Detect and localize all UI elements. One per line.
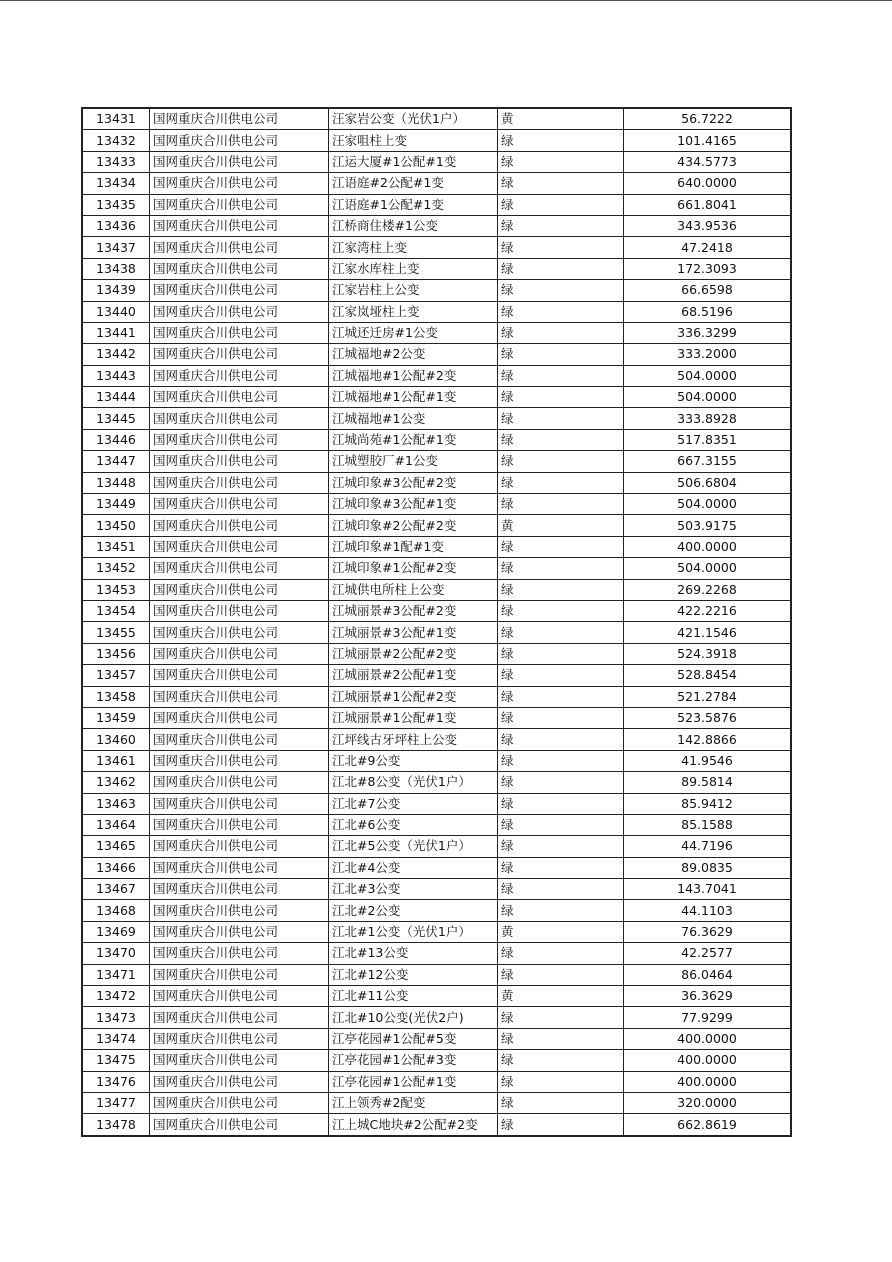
row-id-cell: 13439: [82, 280, 150, 301]
table-row: [82, 215, 791, 236]
value-cell: 44.7196: [624, 836, 792, 857]
row-id-cell: 13435: [82, 194, 150, 215]
value-cell: 42.2577: [624, 943, 792, 964]
table-row: [82, 643, 791, 664]
row-id-cell: 13436: [82, 215, 150, 236]
table-body: [82, 108, 791, 1136]
transformer-name-cell: 江北#13公变: [329, 943, 498, 964]
value-cell: 400.0000: [624, 1028, 792, 1049]
transformer-name-cell: 江城印象#2公配#2变: [329, 515, 498, 536]
transformer-name-cell: 江城尚苑#1公配#1变: [329, 429, 498, 450]
row-id-cell: 13454: [82, 600, 150, 621]
table-row: [82, 900, 791, 921]
transformer-name-cell: 江城印象#3公配#1变: [329, 494, 498, 515]
status-color-cell: 黄: [498, 921, 624, 942]
status-color-cell: 绿: [498, 558, 624, 579]
row-id-cell: 13457: [82, 665, 150, 686]
company-cell: 国网重庆合川供电公司: [150, 579, 329, 600]
table-row: [82, 600, 791, 621]
company-cell: 国网重庆合川供电公司: [150, 130, 329, 151]
table-row: [82, 750, 791, 771]
transformer-name-cell: 江城印象#3公配#2变: [329, 472, 498, 493]
row-id-cell: 13448: [82, 472, 150, 493]
table-row: [82, 1114, 791, 1136]
table-row: [82, 408, 791, 429]
table-row: [82, 301, 791, 322]
company-cell: 国网重庆合川供电公司: [150, 301, 329, 322]
table-row: [82, 943, 791, 964]
transformer-data-table: [81, 107, 792, 1137]
row-id-cell: 13451: [82, 536, 150, 557]
transformer-name-cell: 江语庭#1公配#1变: [329, 194, 498, 215]
row-id-cell: 13443: [82, 365, 150, 386]
transformer-name-cell: 江语庭#2公配#1变: [329, 173, 498, 194]
value-cell: 662.8619: [624, 1114, 792, 1136]
company-cell: 国网重庆合川供电公司: [150, 108, 329, 130]
company-cell: 国网重庆合川供电公司: [150, 151, 329, 172]
row-id-cell: 13460: [82, 729, 150, 750]
transformer-name-cell: 江城丽景#2公配#2变: [329, 643, 498, 664]
value-cell: 320.0000: [624, 1092, 792, 1113]
value-cell: 504.0000: [624, 365, 792, 386]
table-row: [82, 772, 791, 793]
row-id-cell: 13458: [82, 686, 150, 707]
company-cell: 国网重庆合川供电公司: [150, 387, 329, 408]
status-color-cell: 绿: [498, 130, 624, 151]
status-color-cell: 绿: [498, 943, 624, 964]
company-cell: 国网重庆合川供电公司: [150, 793, 329, 814]
status-color-cell: 绿: [498, 686, 624, 707]
table-row: [82, 1092, 791, 1113]
status-color-cell: 绿: [498, 772, 624, 793]
transformer-name-cell: 江北#6公变: [329, 814, 498, 835]
row-id-cell: 13434: [82, 173, 150, 194]
status-color-cell: 绿: [498, 280, 624, 301]
row-id-cell: 13450: [82, 515, 150, 536]
row-id-cell: 13463: [82, 793, 150, 814]
company-cell: 国网重庆合川供电公司: [150, 707, 329, 728]
row-id-cell: 13453: [82, 579, 150, 600]
status-color-cell: 绿: [498, 322, 624, 343]
value-cell: 68.5196: [624, 301, 792, 322]
status-color-cell: 绿: [498, 194, 624, 215]
status-color-cell: 绿: [498, 857, 624, 878]
status-color-cell: 绿: [498, 344, 624, 365]
status-color-cell: 绿: [498, 173, 624, 194]
company-cell: 国网重庆合川供电公司: [150, 921, 329, 942]
status-color-cell: 绿: [498, 1071, 624, 1092]
value-cell: 85.9412: [624, 793, 792, 814]
transformer-name-cell: 江家岚垭柱上变: [329, 301, 498, 322]
value-cell: 142.8866: [624, 729, 792, 750]
value-cell: 504.0000: [624, 558, 792, 579]
value-cell: 47.2418: [624, 237, 792, 258]
company-cell: 国网重庆合川供电公司: [150, 558, 329, 579]
company-cell: 国网重庆合川供电公司: [150, 322, 329, 343]
transformer-name-cell: 江上城C地块#2公配#2变: [329, 1114, 498, 1136]
company-cell: 国网重庆合川供电公司: [150, 429, 329, 450]
table-row: [82, 579, 791, 600]
status-color-cell: 绿: [498, 900, 624, 921]
table-row: [82, 814, 791, 835]
value-cell: 528.8454: [624, 665, 792, 686]
status-color-cell: 绿: [498, 494, 624, 515]
company-cell: 国网重庆合川供电公司: [150, 536, 329, 557]
row-id-cell: 13441: [82, 322, 150, 343]
row-id-cell: 13462: [82, 772, 150, 793]
row-id-cell: 13475: [82, 1050, 150, 1071]
status-color-cell: 绿: [498, 151, 624, 172]
transformer-name-cell: 江北#11公变: [329, 986, 498, 1007]
value-cell: 89.5814: [624, 772, 792, 793]
transformer-name-cell: 江桥商住楼#1公变: [329, 215, 498, 236]
value-cell: 504.0000: [624, 387, 792, 408]
table-row: [82, 686, 791, 707]
transformer-name-cell: 江城印象#1配#1变: [329, 536, 498, 557]
table-row: [82, 964, 791, 985]
transformer-name-cell: 江城塑胶厂#1公变: [329, 451, 498, 472]
table-row: [82, 472, 791, 493]
status-color-cell: 绿: [498, 387, 624, 408]
transformer-name-cell: 江亭花园#1公配#1变: [329, 1071, 498, 1092]
row-id-cell: 13476: [82, 1071, 150, 1092]
company-cell: 国网重庆合川供电公司: [150, 237, 329, 258]
company-cell: 国网重庆合川供电公司: [150, 857, 329, 878]
transformer-name-cell: 江北#1公变（光伏1户）: [329, 921, 498, 942]
table-row: [82, 173, 791, 194]
transformer-name-cell: 江城印象#1公配#2变: [329, 558, 498, 579]
transformer-name-cell: 江北#12公变: [329, 964, 498, 985]
status-color-cell: 绿: [498, 215, 624, 236]
status-color-cell: 绿: [498, 451, 624, 472]
value-cell: 101.4165: [624, 130, 792, 151]
company-cell: 国网重庆合川供电公司: [150, 1050, 329, 1071]
table-row: [82, 258, 791, 279]
row-id-cell: 13438: [82, 258, 150, 279]
value-cell: 143.7041: [624, 879, 792, 900]
row-id-cell: 13467: [82, 879, 150, 900]
table-row: [82, 280, 791, 301]
transformer-name-cell: 江城福地#1公变: [329, 408, 498, 429]
status-color-cell: 绿: [498, 1028, 624, 1049]
table-row: [82, 793, 791, 814]
status-color-cell: 绿: [498, 1114, 624, 1136]
table-row: [82, 429, 791, 450]
value-cell: 524.3918: [624, 643, 792, 664]
transformer-name-cell: 江北#10公变(光伏2户): [329, 1007, 498, 1028]
company-cell: 国网重庆合川供电公司: [150, 494, 329, 515]
row-id-cell: 13452: [82, 558, 150, 579]
row-id-cell: 13456: [82, 643, 150, 664]
status-color-cell: 绿: [498, 365, 624, 386]
value-cell: 66.6598: [624, 280, 792, 301]
value-cell: 44.1103: [624, 900, 792, 921]
value-cell: 36.3629: [624, 986, 792, 1007]
company-cell: 国网重庆合川供电公司: [150, 194, 329, 215]
table-row: [82, 451, 791, 472]
value-cell: 434.5773: [624, 151, 792, 172]
value-cell: 517.8351: [624, 429, 792, 450]
table-row: [82, 322, 791, 343]
transformer-name-cell: 江亭花园#1公配#5变: [329, 1028, 498, 1049]
status-color-cell: 绿: [498, 665, 624, 686]
company-cell: 国网重庆合川供电公司: [150, 173, 329, 194]
company-cell: 国网重庆合川供电公司: [150, 1028, 329, 1049]
row-id-cell: 13437: [82, 237, 150, 258]
status-color-cell: 绿: [498, 429, 624, 450]
company-cell: 国网重庆合川供电公司: [150, 665, 329, 686]
transformer-name-cell: 江上领秀#2配变: [329, 1092, 498, 1113]
row-id-cell: 13445: [82, 408, 150, 429]
row-id-cell: 13432: [82, 130, 150, 151]
row-id-cell: 13469: [82, 921, 150, 942]
value-cell: 76.3629: [624, 921, 792, 942]
company-cell: 国网重庆合川供电公司: [150, 643, 329, 664]
row-id-cell: 13461: [82, 750, 150, 771]
row-id-cell: 13440: [82, 301, 150, 322]
row-id-cell: 13477: [82, 1092, 150, 1113]
company-cell: 国网重庆合川供电公司: [150, 451, 329, 472]
company-cell: 国网重庆合川供电公司: [150, 879, 329, 900]
table-row: [82, 665, 791, 686]
company-cell: 国网重庆合川供电公司: [150, 1007, 329, 1028]
company-cell: 国网重庆合川供电公司: [150, 344, 329, 365]
table-row: [82, 1071, 791, 1092]
transformer-name-cell: 汪家咀柱上变: [329, 130, 498, 151]
status-color-cell: 绿: [498, 1092, 624, 1113]
table-row: [82, 921, 791, 942]
status-color-cell: 绿: [498, 579, 624, 600]
company-cell: 国网重庆合川供电公司: [150, 622, 329, 643]
table-row: [82, 365, 791, 386]
table-row: [82, 879, 791, 900]
company-cell: 国网重庆合川供电公司: [150, 1114, 329, 1136]
status-color-cell: 黄: [498, 986, 624, 1007]
status-color-cell: 绿: [498, 258, 624, 279]
company-cell: 国网重庆合川供电公司: [150, 515, 329, 536]
status-color-cell: 绿: [498, 1050, 624, 1071]
transformer-name-cell: 江北#2公变: [329, 900, 498, 921]
status-color-cell: 绿: [498, 964, 624, 985]
table-row: [82, 237, 791, 258]
company-cell: 国网重庆合川供电公司: [150, 472, 329, 493]
company-cell: 国网重庆合川供电公司: [150, 964, 329, 985]
value-cell: 504.0000: [624, 494, 792, 515]
table-row: [82, 857, 791, 878]
company-cell: 国网重庆合川供电公司: [150, 772, 329, 793]
page-top-border: [0, 0, 892, 1]
row-id-cell: 13474: [82, 1028, 150, 1049]
transformer-name-cell: 江北#7公变: [329, 793, 498, 814]
row-id-cell: 13472: [82, 986, 150, 1007]
transformer-name-cell: 江城福地#1公配#1变: [329, 387, 498, 408]
value-cell: 333.2000: [624, 344, 792, 365]
status-color-cell: 绿: [498, 536, 624, 557]
row-id-cell: 13444: [82, 387, 150, 408]
row-id-cell: 13442: [82, 344, 150, 365]
value-cell: 661.8041: [624, 194, 792, 215]
table-row: [82, 729, 791, 750]
row-id-cell: 13459: [82, 707, 150, 728]
value-cell: 503.9175: [624, 515, 792, 536]
value-cell: 343.9536: [624, 215, 792, 236]
value-cell: 86.0464: [624, 964, 792, 985]
transformer-name-cell: 江城还迁房#1公变: [329, 322, 498, 343]
value-cell: 172.3093: [624, 258, 792, 279]
company-cell: 国网重庆合川供电公司: [150, 408, 329, 429]
row-id-cell: 13449: [82, 494, 150, 515]
transformer-name-cell: 江北#9公变: [329, 750, 498, 771]
transformer-name-cell: 江运大厦#1公配#1变: [329, 151, 498, 172]
transformer-name-cell: 江城丽景#3公配#1变: [329, 622, 498, 643]
table-row: [82, 1007, 791, 1028]
transformer-name-cell: 江北#3公变: [329, 879, 498, 900]
transformer-name-cell: 江城供电所柱上公变: [329, 579, 498, 600]
company-cell: 国网重庆合川供电公司: [150, 986, 329, 1007]
value-cell: 667.3155: [624, 451, 792, 472]
company-cell: 国网重庆合川供电公司: [150, 900, 329, 921]
value-cell: 269.2268: [624, 579, 792, 600]
company-cell: 国网重庆合川供电公司: [150, 1092, 329, 1113]
table-row: [82, 151, 791, 172]
company-cell: 国网重庆合川供电公司: [150, 750, 329, 771]
company-cell: 国网重庆合川供电公司: [150, 600, 329, 621]
status-color-cell: 黄: [498, 108, 624, 130]
transformer-name-cell: 江北#5公变（光伏1户）: [329, 836, 498, 857]
status-color-cell: 黄: [498, 515, 624, 536]
transformer-name-cell: 江城丽景#2公配#1变: [329, 665, 498, 686]
value-cell: 640.0000: [624, 173, 792, 194]
value-cell: 41.9546: [624, 750, 792, 771]
company-cell: 国网重庆合川供电公司: [150, 814, 329, 835]
status-color-cell: 绿: [498, 408, 624, 429]
table-row: [82, 1028, 791, 1049]
row-id-cell: 13447: [82, 451, 150, 472]
row-id-cell: 13466: [82, 857, 150, 878]
company-cell: 国网重庆合川供电公司: [150, 836, 329, 857]
table-row: [82, 1050, 791, 1071]
transformer-name-cell: 江城丽景#3公配#2变: [329, 600, 498, 621]
row-id-cell: 13465: [82, 836, 150, 857]
table-row: [82, 194, 791, 215]
company-cell: 国网重庆合川供电公司: [150, 280, 329, 301]
status-color-cell: 绿: [498, 643, 624, 664]
table-row: [82, 387, 791, 408]
status-color-cell: 绿: [498, 1007, 624, 1028]
company-cell: 国网重庆合川供电公司: [150, 215, 329, 236]
value-cell: 336.3299: [624, 322, 792, 343]
table-row: [82, 707, 791, 728]
row-id-cell: 13464: [82, 814, 150, 835]
value-cell: 56.7222: [624, 108, 792, 130]
transformer-name-cell: 江北#8公变（光伏1户）: [329, 772, 498, 793]
value-cell: 421.1546: [624, 622, 792, 643]
company-cell: 国网重庆合川供电公司: [150, 1071, 329, 1092]
company-cell: 国网重庆合川供电公司: [150, 365, 329, 386]
transformer-name-cell: 江亭花园#1公配#3变: [329, 1050, 498, 1071]
row-id-cell: 13471: [82, 964, 150, 985]
table-row: [82, 130, 791, 151]
value-cell: 422.2216: [624, 600, 792, 621]
row-id-cell: 13455: [82, 622, 150, 643]
transformer-name-cell: 江北#4公变: [329, 857, 498, 878]
status-color-cell: 绿: [498, 793, 624, 814]
row-id-cell: 13468: [82, 900, 150, 921]
value-cell: 89.0835: [624, 857, 792, 878]
company-cell: 国网重庆合川供电公司: [150, 943, 329, 964]
transformer-name-cell: 江家水库柱上变: [329, 258, 498, 279]
company-cell: 国网重庆合川供电公司: [150, 686, 329, 707]
table-row: [82, 494, 791, 515]
value-cell: 506.6804: [624, 472, 792, 493]
transformer-name-cell: 江家湾柱上变: [329, 237, 498, 258]
table-row: [82, 344, 791, 365]
status-color-cell: 绿: [498, 301, 624, 322]
row-id-cell: 13473: [82, 1007, 150, 1028]
status-color-cell: 绿: [498, 707, 624, 728]
value-cell: 400.0000: [624, 536, 792, 557]
row-id-cell: 13478: [82, 1114, 150, 1136]
table-row: [82, 622, 791, 643]
company-cell: 国网重庆合川供电公司: [150, 258, 329, 279]
value-cell: 333.8928: [624, 408, 792, 429]
status-color-cell: 绿: [498, 729, 624, 750]
value-cell: 77.9299: [624, 1007, 792, 1028]
transformer-name-cell: 江家岩柱上公变: [329, 280, 498, 301]
value-cell: 521.2784: [624, 686, 792, 707]
status-color-cell: 绿: [498, 879, 624, 900]
value-cell: 523.5876: [624, 707, 792, 728]
row-id-cell: 13446: [82, 429, 150, 450]
row-id-cell: 13433: [82, 151, 150, 172]
status-color-cell: 绿: [498, 237, 624, 258]
status-color-cell: 绿: [498, 472, 624, 493]
row-id-cell: 13431: [82, 108, 150, 130]
status-color-cell: 绿: [498, 622, 624, 643]
transformer-name-cell: 江城丽景#1公配#2变: [329, 686, 498, 707]
status-color-cell: 绿: [498, 600, 624, 621]
transformer-name-cell: 江城福地#2公变: [329, 344, 498, 365]
value-cell: 85.1588: [624, 814, 792, 835]
value-cell: 400.0000: [624, 1071, 792, 1092]
table-row: [82, 558, 791, 579]
value-cell: 400.0000: [624, 1050, 792, 1071]
table-row: [82, 986, 791, 1007]
table-row: [82, 836, 791, 857]
row-id-cell: 13470: [82, 943, 150, 964]
transformer-name-cell: 江城丽景#1公配#1变: [329, 707, 498, 728]
transformer-name-cell: 汪家岩公变（光伏1户）: [329, 108, 498, 130]
company-cell: 国网重庆合川供电公司: [150, 729, 329, 750]
transformer-name-cell: 江坪线古牙坪柱上公变: [329, 729, 498, 750]
status-color-cell: 绿: [498, 814, 624, 835]
transformer-name-cell: 江城福地#1公配#2变: [329, 365, 498, 386]
table-row: [82, 515, 791, 536]
table-row: [82, 536, 791, 557]
table-row: [82, 108, 791, 130]
status-color-cell: 绿: [498, 750, 624, 771]
status-color-cell: 绿: [498, 836, 624, 857]
